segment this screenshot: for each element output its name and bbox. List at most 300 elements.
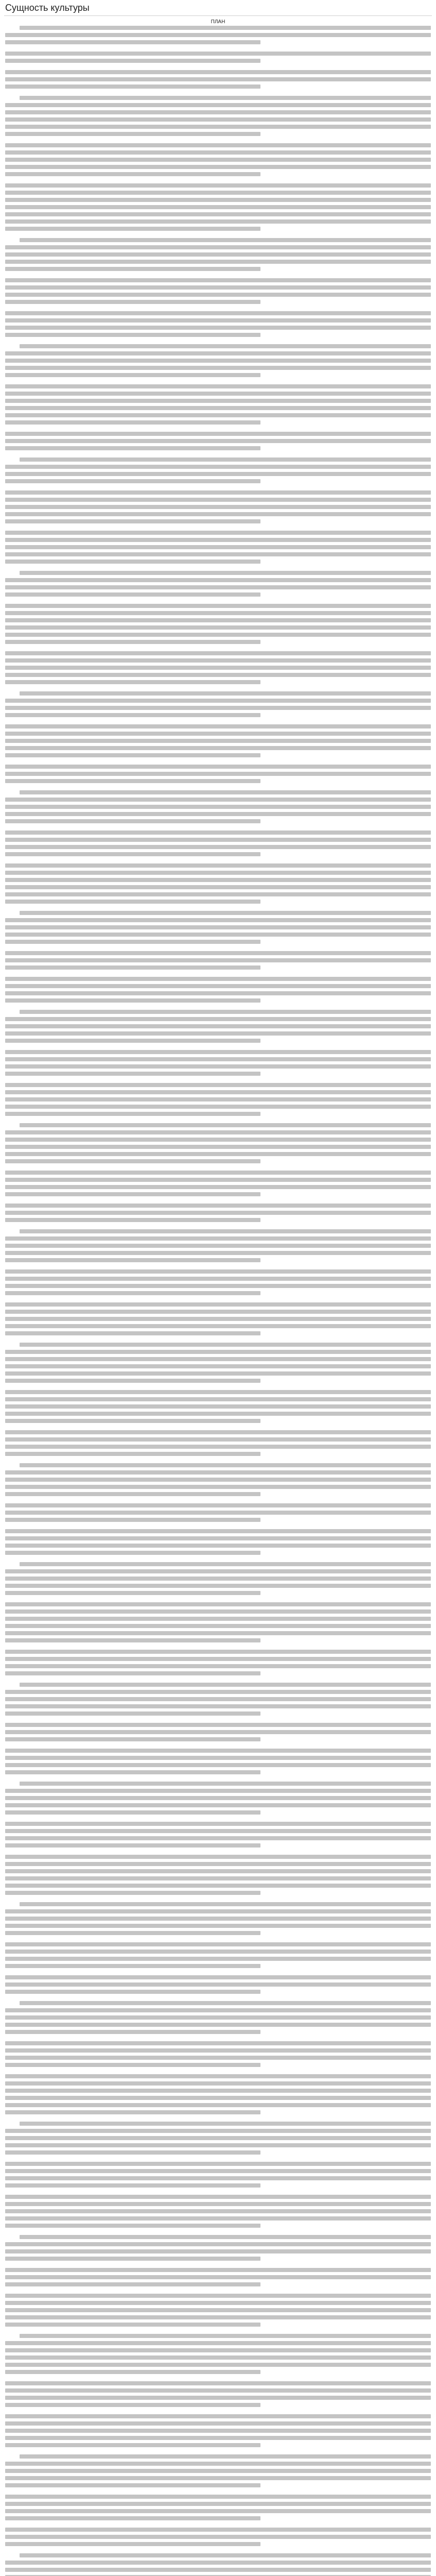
text-line-redacted bbox=[5, 871, 431, 875]
text-line-redacted bbox=[5, 1050, 431, 1054]
text-line-redacted bbox=[5, 2388, 431, 2393]
text-line-redacted bbox=[5, 490, 431, 495]
text-line-redacted bbox=[5, 1917, 431, 1921]
text-line-redacted bbox=[5, 1064, 431, 1069]
paragraph-redacted bbox=[5, 1503, 431, 1522]
text-line-redacted bbox=[5, 103, 431, 107]
text-line-redacted bbox=[5, 1031, 431, 1036]
paragraph-redacted bbox=[5, 651, 431, 684]
text-line-redacted bbox=[5, 1072, 260, 1076]
text-line-redacted bbox=[20, 238, 431, 242]
paragraph-redacted bbox=[5, 1010, 431, 1043]
paragraph-redacted bbox=[5, 1171, 431, 1196]
text-line-redacted bbox=[5, 538, 431, 542]
text-line-redacted bbox=[5, 1569, 431, 1573]
text-line-redacted bbox=[5, 1152, 431, 1156]
text-line-redacted bbox=[5, 1492, 260, 1496]
text-line-redacted bbox=[5, 779, 260, 783]
text-line-redacted bbox=[5, 227, 260, 231]
text-line-redacted bbox=[5, 819, 260, 823]
text-line-redacted bbox=[5, 618, 431, 622]
text-line-redacted bbox=[5, 2103, 431, 2107]
paragraph-redacted bbox=[5, 531, 431, 564]
text-line-redacted bbox=[5, 531, 431, 535]
text-line-redacted bbox=[5, 852, 260, 856]
paragraph-redacted bbox=[5, 1749, 431, 1774]
text-line-redacted bbox=[5, 1258, 260, 1262]
text-line-redacted bbox=[5, 1485, 431, 1489]
text-line-redacted bbox=[5, 70, 431, 74]
text-line-redacted bbox=[5, 366, 431, 370]
text-line-redacted bbox=[5, 746, 431, 750]
text-line-redacted bbox=[5, 1690, 431, 1694]
paragraph-redacted bbox=[5, 238, 431, 271]
text-line-redacted bbox=[5, 1310, 431, 1314]
text-line-redacted bbox=[5, 512, 431, 516]
text-line-redacted bbox=[5, 2176, 431, 2180]
text-line-redacted bbox=[5, 1204, 431, 1208]
paragraph-redacted bbox=[5, 26, 431, 44]
paragraph-redacted bbox=[5, 1562, 431, 1595]
text-line-redacted bbox=[5, 585, 431, 589]
text-line-redacted bbox=[5, 2063, 260, 2067]
paragraph-redacted bbox=[5, 457, 431, 483]
text-line-redacted bbox=[5, 1909, 431, 1913]
text-line-redacted bbox=[5, 125, 431, 129]
text-line-redacted bbox=[5, 812, 431, 816]
text-line-redacted bbox=[5, 519, 260, 523]
text-line-redacted bbox=[5, 998, 260, 1003]
text-line-redacted bbox=[5, 680, 260, 684]
text-line-redacted bbox=[5, 2081, 431, 2086]
text-line-redacted bbox=[20, 1343, 431, 1347]
text-line-redacted bbox=[5, 117, 431, 122]
text-line-redacted bbox=[5, 1017, 431, 1021]
paragraph-redacted bbox=[5, 1123, 431, 1163]
text-line-redacted bbox=[5, 1518, 260, 1522]
text-line-redacted bbox=[5, 1704, 431, 1708]
paragraph-redacted bbox=[5, 2334, 431, 2374]
text-line-redacted bbox=[5, 172, 260, 176]
paragraph-redacted bbox=[5, 1050, 431, 1076]
paragraph-redacted bbox=[5, 691, 431, 717]
paragraph-redacted bbox=[5, 2001, 431, 2034]
paragraph-redacted bbox=[5, 1430, 431, 1456]
text-line-redacted bbox=[5, 392, 431, 396]
text-line-redacted bbox=[20, 571, 431, 575]
text-line-redacted bbox=[5, 965, 260, 970]
text-line-redacted bbox=[20, 691, 431, 696]
text-line-redacted bbox=[5, 2110, 260, 2114]
paragraph-redacted bbox=[5, 344, 431, 377]
text-line-redacted bbox=[5, 1810, 260, 1815]
text-line-redacted bbox=[5, 1397, 431, 1401]
text-line-redacted bbox=[5, 498, 431, 502]
text-line-redacted bbox=[5, 1650, 431, 1654]
text-line-redacted bbox=[5, 2030, 260, 2034]
text-line-redacted bbox=[5, 2403, 260, 2407]
text-line-redacted bbox=[5, 765, 431, 769]
text-line-redacted bbox=[5, 2143, 431, 2147]
text-line-redacted bbox=[5, 1097, 431, 1101]
text-line-redacted bbox=[5, 1982, 431, 1987]
text-line-redacted bbox=[5, 878, 431, 882]
text-line-redacted bbox=[5, 191, 431, 195]
text-line-redacted bbox=[5, 150, 431, 155]
text-line-redacted bbox=[5, 472, 431, 476]
text-line-redacted bbox=[5, 132, 260, 136]
text-line-redacted bbox=[5, 2355, 431, 2360]
plan-heading: ПЛАН bbox=[211, 19, 225, 25]
text-line-redacted bbox=[5, 805, 431, 809]
text-line-redacted bbox=[5, 1617, 431, 1621]
text-line-redacted bbox=[5, 940, 260, 944]
paragraph-redacted bbox=[5, 1942, 431, 1968]
paragraph-redacted bbox=[5, 1822, 431, 1848]
text-line-redacted bbox=[5, 1931, 260, 1935]
text-line-redacted bbox=[5, 2089, 431, 2093]
paragraph-redacted bbox=[5, 863, 431, 904]
text-line-redacted bbox=[5, 2268, 431, 2272]
text-line-redacted bbox=[5, 2370, 260, 2374]
text-line-redacted bbox=[5, 713, 260, 717]
text-line-redacted bbox=[5, 1884, 431, 1888]
text-line-redacted bbox=[5, 2568, 431, 2572]
text-line-redacted bbox=[5, 1404, 431, 1409]
text-line-redacted bbox=[5, 2323, 260, 2327]
paragraph-redacted bbox=[5, 1602, 431, 1642]
text-line-redacted bbox=[5, 1039, 260, 1043]
text-line-redacted bbox=[5, 2396, 431, 2400]
text-line-redacted bbox=[5, 183, 431, 188]
text-line-redacted bbox=[5, 2528, 431, 2532]
paragraph-redacted bbox=[5, 52, 431, 63]
text-line-redacted bbox=[5, 1478, 431, 1482]
text-line-redacted bbox=[5, 2015, 431, 2020]
text-line-redacted bbox=[5, 1551, 260, 1555]
paragraph-redacted bbox=[5, 1723, 431, 1741]
document-title: Сущность культуры bbox=[5, 3, 90, 13]
paragraph-redacted bbox=[5, 765, 431, 783]
text-line-redacted bbox=[20, 2334, 431, 2338]
paragraph-redacted bbox=[5, 977, 431, 1003]
text-line-redacted bbox=[5, 1711, 260, 1716]
paragraph-redacted bbox=[5, 604, 431, 644]
text-line-redacted bbox=[5, 1584, 431, 1588]
text-line-redacted bbox=[5, 1957, 431, 1961]
text-line-redacted bbox=[20, 26, 431, 30]
text-line-redacted bbox=[5, 1843, 260, 1848]
text-line-redacted bbox=[5, 439, 431, 443]
text-line-redacted bbox=[5, 1602, 431, 1606]
text-line-redacted bbox=[5, 2476, 431, 2480]
text-line-redacted bbox=[5, 1357, 431, 1361]
text-line-redacted bbox=[5, 351, 431, 355]
text-line-redacted bbox=[5, 420, 260, 425]
text-line-redacted bbox=[5, 2535, 431, 2539]
text-line-redacted bbox=[5, 1412, 431, 1416]
text-line-redacted bbox=[5, 1185, 431, 1189]
text-line-redacted bbox=[5, 1822, 431, 1826]
text-line-redacted bbox=[5, 1730, 431, 1734]
text-line-redacted bbox=[5, 1544, 431, 1548]
text-line-redacted bbox=[5, 267, 260, 271]
text-line-redacted bbox=[5, 2414, 431, 2418]
text-line-redacted bbox=[5, 1251, 431, 1255]
text-line-redacted bbox=[5, 611, 431, 615]
text-line-redacted bbox=[5, 1090, 431, 1094]
text-line-redacted bbox=[5, 1697, 431, 1701]
text-line-redacted bbox=[5, 158, 431, 162]
text-line-redacted bbox=[5, 1756, 431, 1760]
text-line-redacted bbox=[5, 1218, 260, 1222]
text-line-redacted bbox=[5, 1192, 260, 1196]
text-line-redacted bbox=[5, 2516, 260, 2520]
text-line-redacted bbox=[5, 933, 431, 937]
text-line-redacted bbox=[5, 1671, 260, 1675]
text-line-redacted bbox=[5, 1942, 431, 1946]
text-line-redacted bbox=[5, 465, 431, 469]
text-line-redacted bbox=[5, 2136, 431, 2140]
text-line-redacted bbox=[5, 578, 431, 582]
text-line-redacted bbox=[5, 753, 260, 757]
text-line-redacted bbox=[20, 1229, 431, 1233]
text-line-redacted bbox=[5, 2294, 431, 2298]
text-line-redacted bbox=[5, 1876, 431, 1880]
text-line-redacted bbox=[5, 604, 431, 608]
text-line-redacted bbox=[5, 2509, 431, 2513]
text-line-redacted bbox=[5, 1105, 431, 1109]
text-line-redacted bbox=[5, 2224, 260, 2228]
text-line-redacted bbox=[5, 143, 431, 147]
text-line-redacted bbox=[5, 724, 431, 728]
paragraph-redacted bbox=[5, 2414, 431, 2447]
text-line-redacted bbox=[5, 1862, 431, 1866]
paragraph-redacted bbox=[5, 2041, 431, 2067]
text-line-redacted bbox=[5, 252, 431, 257]
text-line-redacted bbox=[5, 1324, 431, 1328]
paragraph-redacted bbox=[5, 2235, 431, 2261]
text-line-redacted bbox=[5, 552, 431, 556]
text-line-redacted bbox=[5, 545, 431, 549]
paragraph-redacted bbox=[5, 2553, 431, 2576]
text-line-redacted bbox=[5, 219, 431, 224]
text-line-redacted bbox=[20, 96, 431, 100]
text-line-redacted bbox=[5, 845, 431, 849]
text-line-redacted bbox=[5, 1591, 260, 1595]
text-line-redacted bbox=[5, 311, 431, 315]
text-line-redacted bbox=[20, 2235, 431, 2239]
text-line-redacted bbox=[5, 359, 431, 363]
text-line-redacted bbox=[5, 1657, 431, 1661]
paragraph-redacted bbox=[5, 70, 431, 89]
text-line-redacted bbox=[5, 739, 431, 743]
text-line-redacted bbox=[5, 1924, 431, 1928]
text-line-redacted bbox=[5, 505, 431, 509]
text-line-redacted bbox=[5, 373, 260, 377]
paragraph-redacted bbox=[5, 2294, 431, 2327]
paragraph-redacted bbox=[5, 143, 431, 176]
paragraph-redacted bbox=[5, 1390, 431, 1423]
text-line-redacted bbox=[5, 2041, 431, 2045]
text-line-redacted bbox=[5, 2242, 431, 2246]
text-line-redacted bbox=[20, 2553, 431, 2557]
text-line-redacted bbox=[5, 2429, 431, 2433]
text-line-redacted bbox=[5, 2150, 260, 2155]
text-line-redacted bbox=[5, 2561, 431, 2565]
paragraph-redacted bbox=[5, 724, 431, 757]
text-line-redacted bbox=[5, 77, 431, 81]
text-line-redacted bbox=[5, 625, 431, 630]
text-line-redacted bbox=[5, 1990, 260, 1994]
text-line-redacted bbox=[5, 1770, 260, 1774]
text-line-redacted bbox=[5, 384, 431, 388]
paragraph-redacted bbox=[5, 1683, 431, 1716]
text-line-redacted bbox=[5, 977, 431, 981]
text-line-redacted bbox=[5, 1291, 260, 1295]
paragraph-redacted bbox=[5, 571, 431, 597]
text-line-redacted bbox=[5, 1364, 431, 1368]
text-line-redacted bbox=[5, 1470, 431, 1475]
text-line-redacted bbox=[5, 1855, 431, 1859]
text-line-redacted bbox=[5, 2249, 431, 2253]
paragraph-redacted bbox=[5, 1650, 431, 1675]
text-line-redacted bbox=[5, 2462, 431, 2466]
paragraph-redacted bbox=[5, 1975, 431, 1994]
paragraph-redacted bbox=[5, 2495, 431, 2520]
text-line-redacted bbox=[5, 560, 260, 564]
text-line-redacted bbox=[5, 892, 431, 896]
paragraph-redacted bbox=[5, 2528, 431, 2546]
text-line-redacted bbox=[5, 1975, 431, 1979]
text-line-redacted bbox=[5, 772, 431, 776]
text-line-redacted bbox=[5, 399, 431, 403]
text-line-redacted bbox=[5, 885, 431, 889]
text-line-redacted bbox=[5, 1236, 431, 1241]
text-line-redacted bbox=[5, 2257, 260, 2261]
text-line-redacted bbox=[20, 2454, 431, 2459]
text-line-redacted bbox=[5, 293, 431, 297]
paragraph-redacted bbox=[5, 1902, 431, 1935]
text-line-redacted bbox=[5, 1159, 260, 1163]
text-line-redacted bbox=[5, 2421, 431, 2426]
text-line-redacted bbox=[5, 1452, 260, 1456]
text-line-redacted bbox=[5, 958, 431, 962]
text-line-redacted bbox=[5, 1379, 260, 1383]
text-line-redacted bbox=[5, 205, 431, 209]
text-line-redacted bbox=[5, 1891, 260, 1895]
text-line-redacted bbox=[5, 40, 260, 44]
text-line-redacted bbox=[5, 1371, 431, 1376]
text-line-redacted bbox=[5, 2096, 431, 2100]
text-line-redacted bbox=[5, 1964, 260, 1968]
text-line-redacted bbox=[5, 2195, 431, 2199]
paragraph-redacted bbox=[5, 2454, 431, 2487]
paragraph-redacted bbox=[5, 1083, 431, 1116]
text-line-redacted bbox=[5, 1749, 431, 1753]
text-line-redacted bbox=[5, 991, 431, 995]
text-line-redacted bbox=[5, 925, 431, 929]
text-line-redacted bbox=[5, 2282, 260, 2286]
text-line-redacted bbox=[5, 1511, 431, 1515]
text-line-redacted bbox=[5, 2301, 431, 2305]
text-line-redacted bbox=[20, 457, 431, 462]
text-line-redacted bbox=[5, 278, 431, 282]
text-line-redacted bbox=[5, 2056, 431, 2060]
text-line-redacted bbox=[5, 666, 431, 670]
document-body bbox=[5, 26, 431, 2576]
text-line-redacted bbox=[20, 1782, 431, 1786]
text-line-redacted bbox=[5, 110, 431, 114]
paragraph-redacted bbox=[5, 2268, 431, 2286]
text-line-redacted bbox=[5, 651, 431, 655]
text-line-redacted bbox=[5, 706, 431, 710]
paragraph-redacted bbox=[5, 183, 431, 231]
text-line-redacted bbox=[5, 165, 431, 169]
text-line-redacted bbox=[5, 2129, 431, 2133]
text-line-redacted bbox=[5, 1869, 431, 1873]
text-line-redacted bbox=[5, 1317, 431, 1321]
text-line-redacted bbox=[5, 984, 431, 988]
text-line-redacted bbox=[5, 732, 431, 736]
text-line-redacted bbox=[5, 446, 260, 450]
text-line-redacted bbox=[5, 52, 431, 56]
text-line-redacted bbox=[5, 1437, 431, 1442]
text-line-redacted bbox=[5, 2542, 260, 2546]
text-line-redacted bbox=[5, 2348, 431, 2352]
text-line-redacted bbox=[5, 1244, 431, 1248]
text-line-redacted bbox=[5, 592, 260, 597]
text-line-redacted bbox=[5, 2436, 431, 2440]
text-line-redacted bbox=[5, 1950, 431, 1954]
text-line-redacted bbox=[20, 2122, 431, 2126]
text-line-redacted bbox=[5, 2502, 431, 2506]
text-line-redacted bbox=[5, 1350, 431, 1354]
paragraph-redacted bbox=[5, 384, 431, 425]
paragraph-redacted bbox=[5, 911, 431, 944]
text-line-redacted bbox=[20, 1562, 431, 1566]
paragraph-redacted bbox=[5, 490, 431, 523]
text-line-redacted bbox=[5, 1624, 431, 1628]
text-line-redacted bbox=[5, 2363, 431, 2367]
text-line-redacted bbox=[5, 1269, 431, 1274]
text-line-redacted bbox=[5, 838, 431, 842]
text-line-redacted bbox=[5, 84, 260, 89]
paragraph-redacted bbox=[5, 790, 431, 823]
text-line-redacted bbox=[5, 1284, 431, 1288]
text-line-redacted bbox=[5, 2183, 260, 2188]
text-line-redacted bbox=[5, 699, 431, 703]
paragraph-redacted bbox=[5, 278, 431, 304]
paragraph-redacted bbox=[5, 432, 431, 450]
text-line-redacted bbox=[5, 1609, 431, 1614]
text-line-redacted bbox=[20, 1123, 431, 1127]
paragraph-redacted bbox=[5, 2122, 431, 2155]
text-line-redacted bbox=[5, 2209, 431, 2213]
paragraph-redacted bbox=[5, 1302, 431, 1335]
text-line-redacted bbox=[5, 2048, 431, 2053]
paragraph-redacted bbox=[5, 311, 431, 337]
paragraph-redacted bbox=[5, 2195, 431, 2228]
text-line-redacted bbox=[5, 1631, 431, 1635]
title-divider bbox=[4, 15, 432, 16]
text-line-redacted bbox=[5, 918, 431, 922]
paragraph-redacted bbox=[5, 1855, 431, 1895]
text-line-redacted bbox=[5, 1277, 431, 1281]
text-line-redacted bbox=[5, 1577, 431, 1581]
paragraph-redacted bbox=[5, 951, 431, 970]
paragraph-redacted bbox=[5, 1343, 431, 1383]
